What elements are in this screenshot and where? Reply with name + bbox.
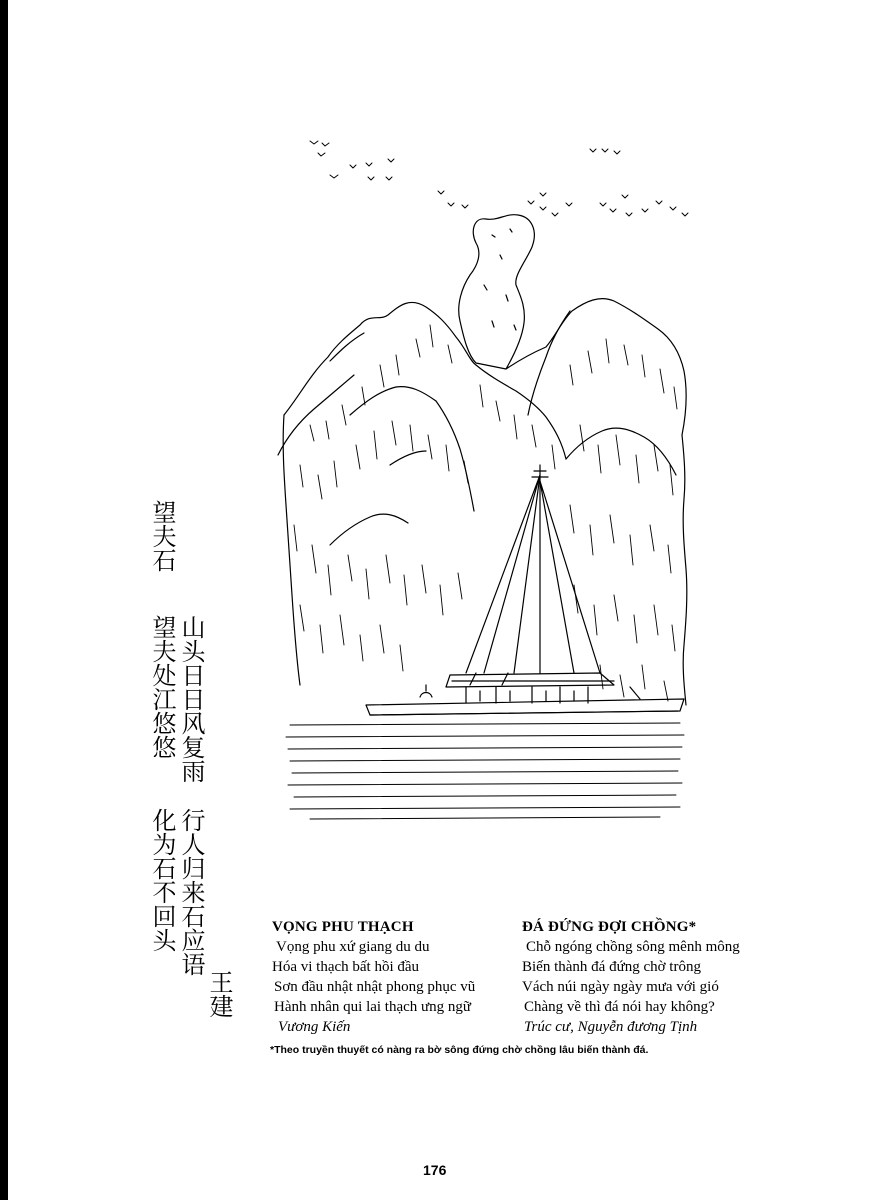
mountains [278,299,687,705]
poem-line: Sơn đầu nhật nhật phong phục vũ [274,979,476,995]
poem-line: Hóa vi thạch bất hồi đầu [272,959,420,975]
poem-attribution: Trúc cư, Nguyễn đương Tịnh [524,1019,698,1035]
poem-line: Vách núi ngày ngày mưa với gió [522,979,719,995]
cjk-poem-line-3: 行人归来石应语 [177,808,205,976]
poem-attribution: Vương Kiến [278,1019,351,1035]
poem-title: VỌNG PHU THẠCH [272,919,414,935]
standing-rock [459,215,535,369]
poem-line: Hành nhân qui lai thạch ưng ngữ [274,999,472,1015]
birds [310,141,688,216]
water [286,723,684,819]
scan-edge [0,0,8,1200]
sailboat [366,465,684,715]
cjk-poem-line-1: 山头日日风复雨 [177,615,205,783]
cjk-poem-title: 望夫石 [148,500,176,572]
poem-line: Chỗ ngóng chồng sông mênh mông [526,939,740,955]
rock-texture [294,325,677,701]
ink-illustration [270,125,700,825]
poem-line: Vọng phu xứ giang du du [276,939,430,955]
poem-line: Biến thành đá đứng chờ trông [522,959,701,975]
poem-translation [522,917,740,1037]
poem-line: Chàng về thì đá nói hay không? [524,999,715,1015]
cjk-poem-line-2: 望夫处江悠悠 [148,615,176,759]
poem-title: ĐÁ ĐỨNG ĐỢI CHỒNG* [522,919,697,935]
footnote: *Theo truyền thuyết có nàng ra bờ sông đứng chờ chồng lâu biến thành đá. [270,1044,649,1056]
page-number: 176 [423,1162,447,1178]
cjk-poem-line-4: 化为石不回头 [148,808,176,952]
poem-sino-vietnamese [272,917,475,1037]
cjk-author: 王建 [205,970,233,1018]
